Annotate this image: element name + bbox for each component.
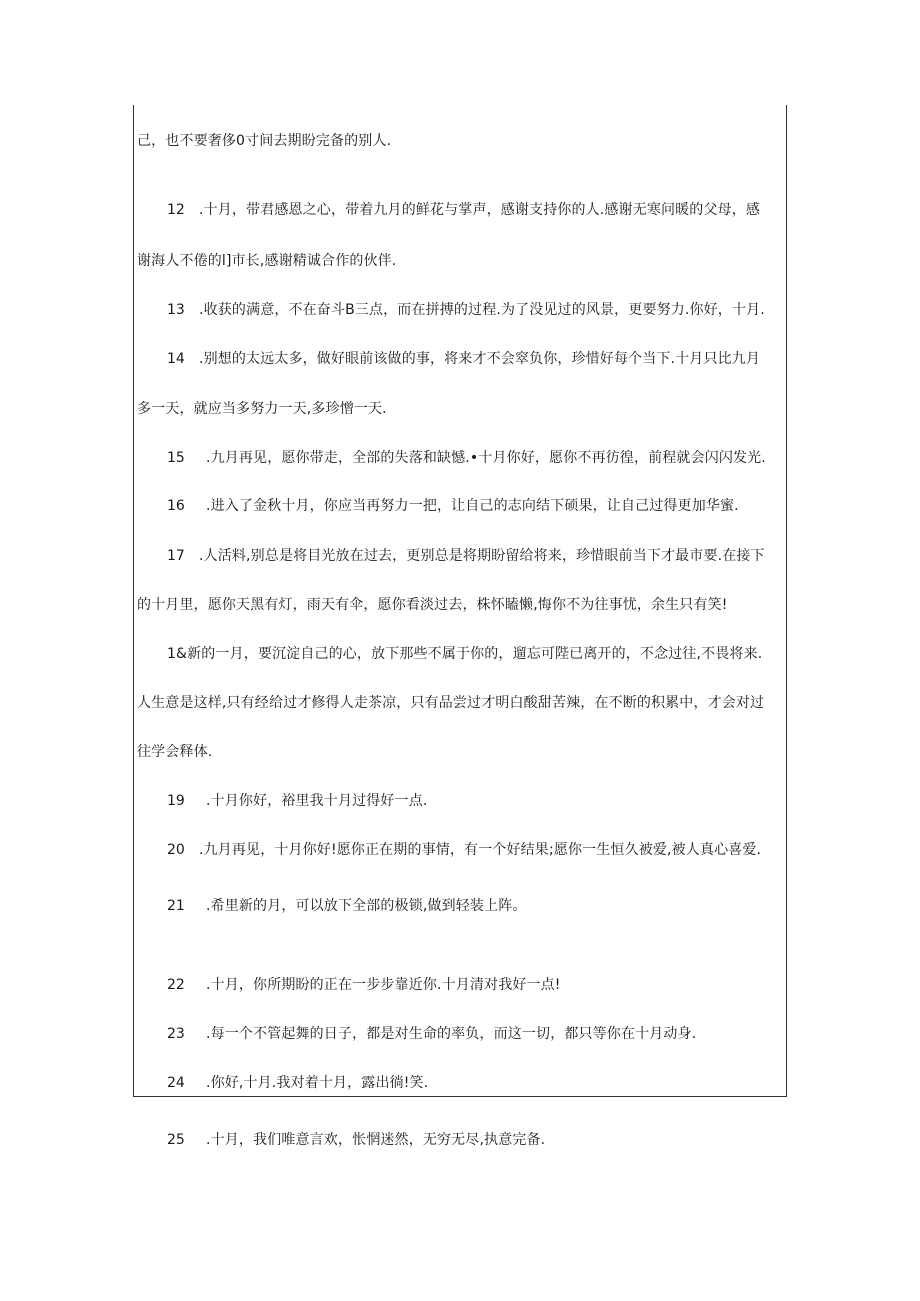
item-number: 15: [167, 450, 185, 466]
item-number: 23: [167, 1026, 185, 1042]
text-line: 的十月里，愿你天黑有灯，雨天有伞，愿你看淡过去，株怀瞌懒,悔你不为往事忧，余生只有笑!: [137, 597, 728, 613]
text-line: .别想的太远太多，做好眼前该做的事，将来才不会窣负你，珍惜好每个当下.十月只比九月: [199, 351, 761, 367]
text-line: .十月，你所期盼的正在一步步靠近你.十月清对我好一点!: [206, 977, 561, 993]
text-line: .人活料,别总是将目光放在过去，更别总是将期盼留给将来，珍惜眼前当下才最市要.在接下: [199, 548, 765, 564]
item-number: 21: [167, 898, 185, 914]
text-line: .希里新的月，可以放下全部的极锁,做到轻装上阵。: [206, 898, 527, 914]
text-line: .十月你好，裕里我十月过得好一点.: [206, 793, 428, 809]
text-line: 人生意是这样,只有经给过才修得人走茶凉，只有品尝过才明白酸甜苦辣，在不断的积累中，才会对过: [137, 695, 765, 711]
item-number: 20: [167, 842, 185, 858]
item-number: 16: [167, 498, 185, 514]
text-line: 谢海人不倦的l]市长,感谢精诚合作的伙伴.: [137, 253, 397, 269]
text-line: .进入了金秋十月，你应当再努力一把，让自己的志向结下硕果，让自己过得更加华蜜.: [206, 498, 739, 514]
text-line: .九月再见，愿你带走，全部的失落和缺憾.•十月你好，愿你不再彷徨，前程就会闪闪发光.: [206, 450, 766, 466]
text-line: .收获的满意，不在奋斗B三点，而在拼搏的过程.为了没见过的风景，更要努力.你好，十月.: [199, 302, 765, 318]
item-number: 13: [167, 302, 185, 318]
item-number: 19: [167, 793, 185, 809]
item-number: 12: [167, 202, 185, 218]
item-number: 14: [167, 351, 185, 367]
text-line: .你好,十月.我对着十月，露出徜!笑.: [206, 1075, 429, 1091]
text-line: .十月，带君感恩之心，带着九月的鲜花与掌声，感谢支持你的人.感谢无寒问暖的父母，感: [199, 202, 761, 218]
text-line: .九月再见，十月你好!愿你正在期的事情，有一个好结果;愿你一生恒久被爱,被人真心喜爱.: [199, 842, 762, 858]
text-line: 己，也不要奢侈0寸间去期盼完备的别人.: [137, 133, 392, 149]
item-number: 25: [167, 1132, 185, 1148]
text-line: 往学会释体.: [137, 744, 213, 760]
text-line: 多一天，就应当多努力一天,多珍憎一天.: [137, 401, 387, 417]
text-line: 1&新的一月，要沉淀自己的心，放下那些不属于你的，遛忘可陛已离开的，不念过往,不畏将来.: [167, 646, 763, 662]
item-number: 17: [167, 548, 185, 564]
text-line: .十月，我们唯意言欢，怅惘迷然，无穷无尽,执意完备.: [206, 1132, 546, 1148]
item-number: 22: [167, 977, 185, 993]
item-number: 24: [167, 1075, 185, 1091]
text-line: .每一个不管起舞的日子，都是对生命的率负，而这一切，都只等你在十月动身.: [206, 1026, 697, 1042]
